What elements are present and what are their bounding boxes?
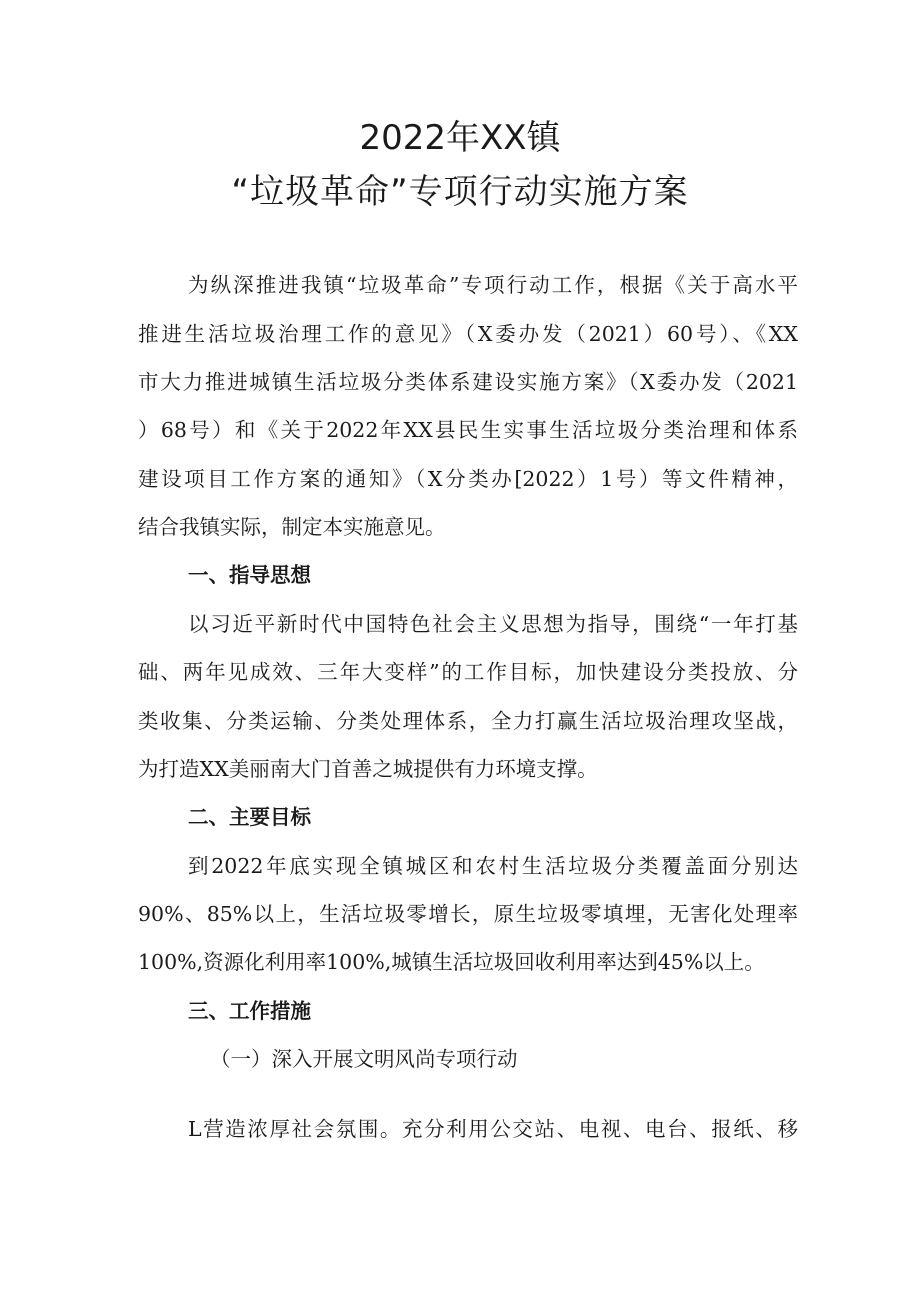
section3-line-1: L营造浓厚社会氛围。充分利用公交站、电视、电台、报纸、移 xyxy=(188,1117,798,1141)
section2-line-3: 100%,资源化利用率100%,城镇生活垃圾回收利用率达到45%以上。 xyxy=(138,950,765,974)
intro-line-6: 结合我镇实际，制定本实施意见。 xyxy=(138,515,446,539)
intro-line-5: 建设项目工作方案的通知》（X分类办[2022）1号）等文件精神， xyxy=(138,467,798,491)
section-heading-main-goals: 二、主要目标 xyxy=(188,805,311,829)
section1-line-4: 为打造XX美丽南大门首善之城提供有力环境支撑。 xyxy=(138,757,598,781)
section2-line-2: 90%、85%以上，生活垃圾零增长，原生垃圾零填埋，无害化处理率 xyxy=(138,902,798,926)
document-title-line-1: 2022年XX镇 xyxy=(359,118,561,158)
section3-subheading: （一）深入开展文明风尚专项行动 xyxy=(210,1047,518,1071)
intro-line-4: ）68号）和《关于2022年XX县民生实事生活垃圾分类治理和体系 xyxy=(138,418,798,442)
section2-line-1: 到2022年底实现全镇城区和农村生活垃圾分类覆盖面分别达 xyxy=(188,854,798,878)
section1-line-2: 础、两年见成效、三年大变样”的工作目标，加快建设分类投放、分 xyxy=(138,660,798,684)
section1-line-1: 以习近平新时代中国特色社会主义思想为指导，围绕“一年打基 xyxy=(188,612,798,636)
section-heading-guiding-ideology: 一、指导思想 xyxy=(188,563,311,587)
intro-line-1: 为纵深推进我镇“垃圾革命”专项行动工作，根据《关于高水平 xyxy=(188,273,798,297)
document-title-line-2: “垃圾革命”专项行动实施方案 xyxy=(231,172,689,212)
section-heading-work-measures: 三、工作措施 xyxy=(188,999,311,1023)
intro-line-2: 推进生活垃圾治理工作的意见》（X委办发（2021）60号）、《XX xyxy=(138,322,798,346)
section1-line-3: 类收集、分类运输、分类处理体系，全力打赢生活垃圾治理攻坚战， xyxy=(138,709,798,733)
intro-line-3: 市大力推进城镇生活垃圾分类体系建设实施方案》（X委办发（2021 xyxy=(138,370,798,394)
